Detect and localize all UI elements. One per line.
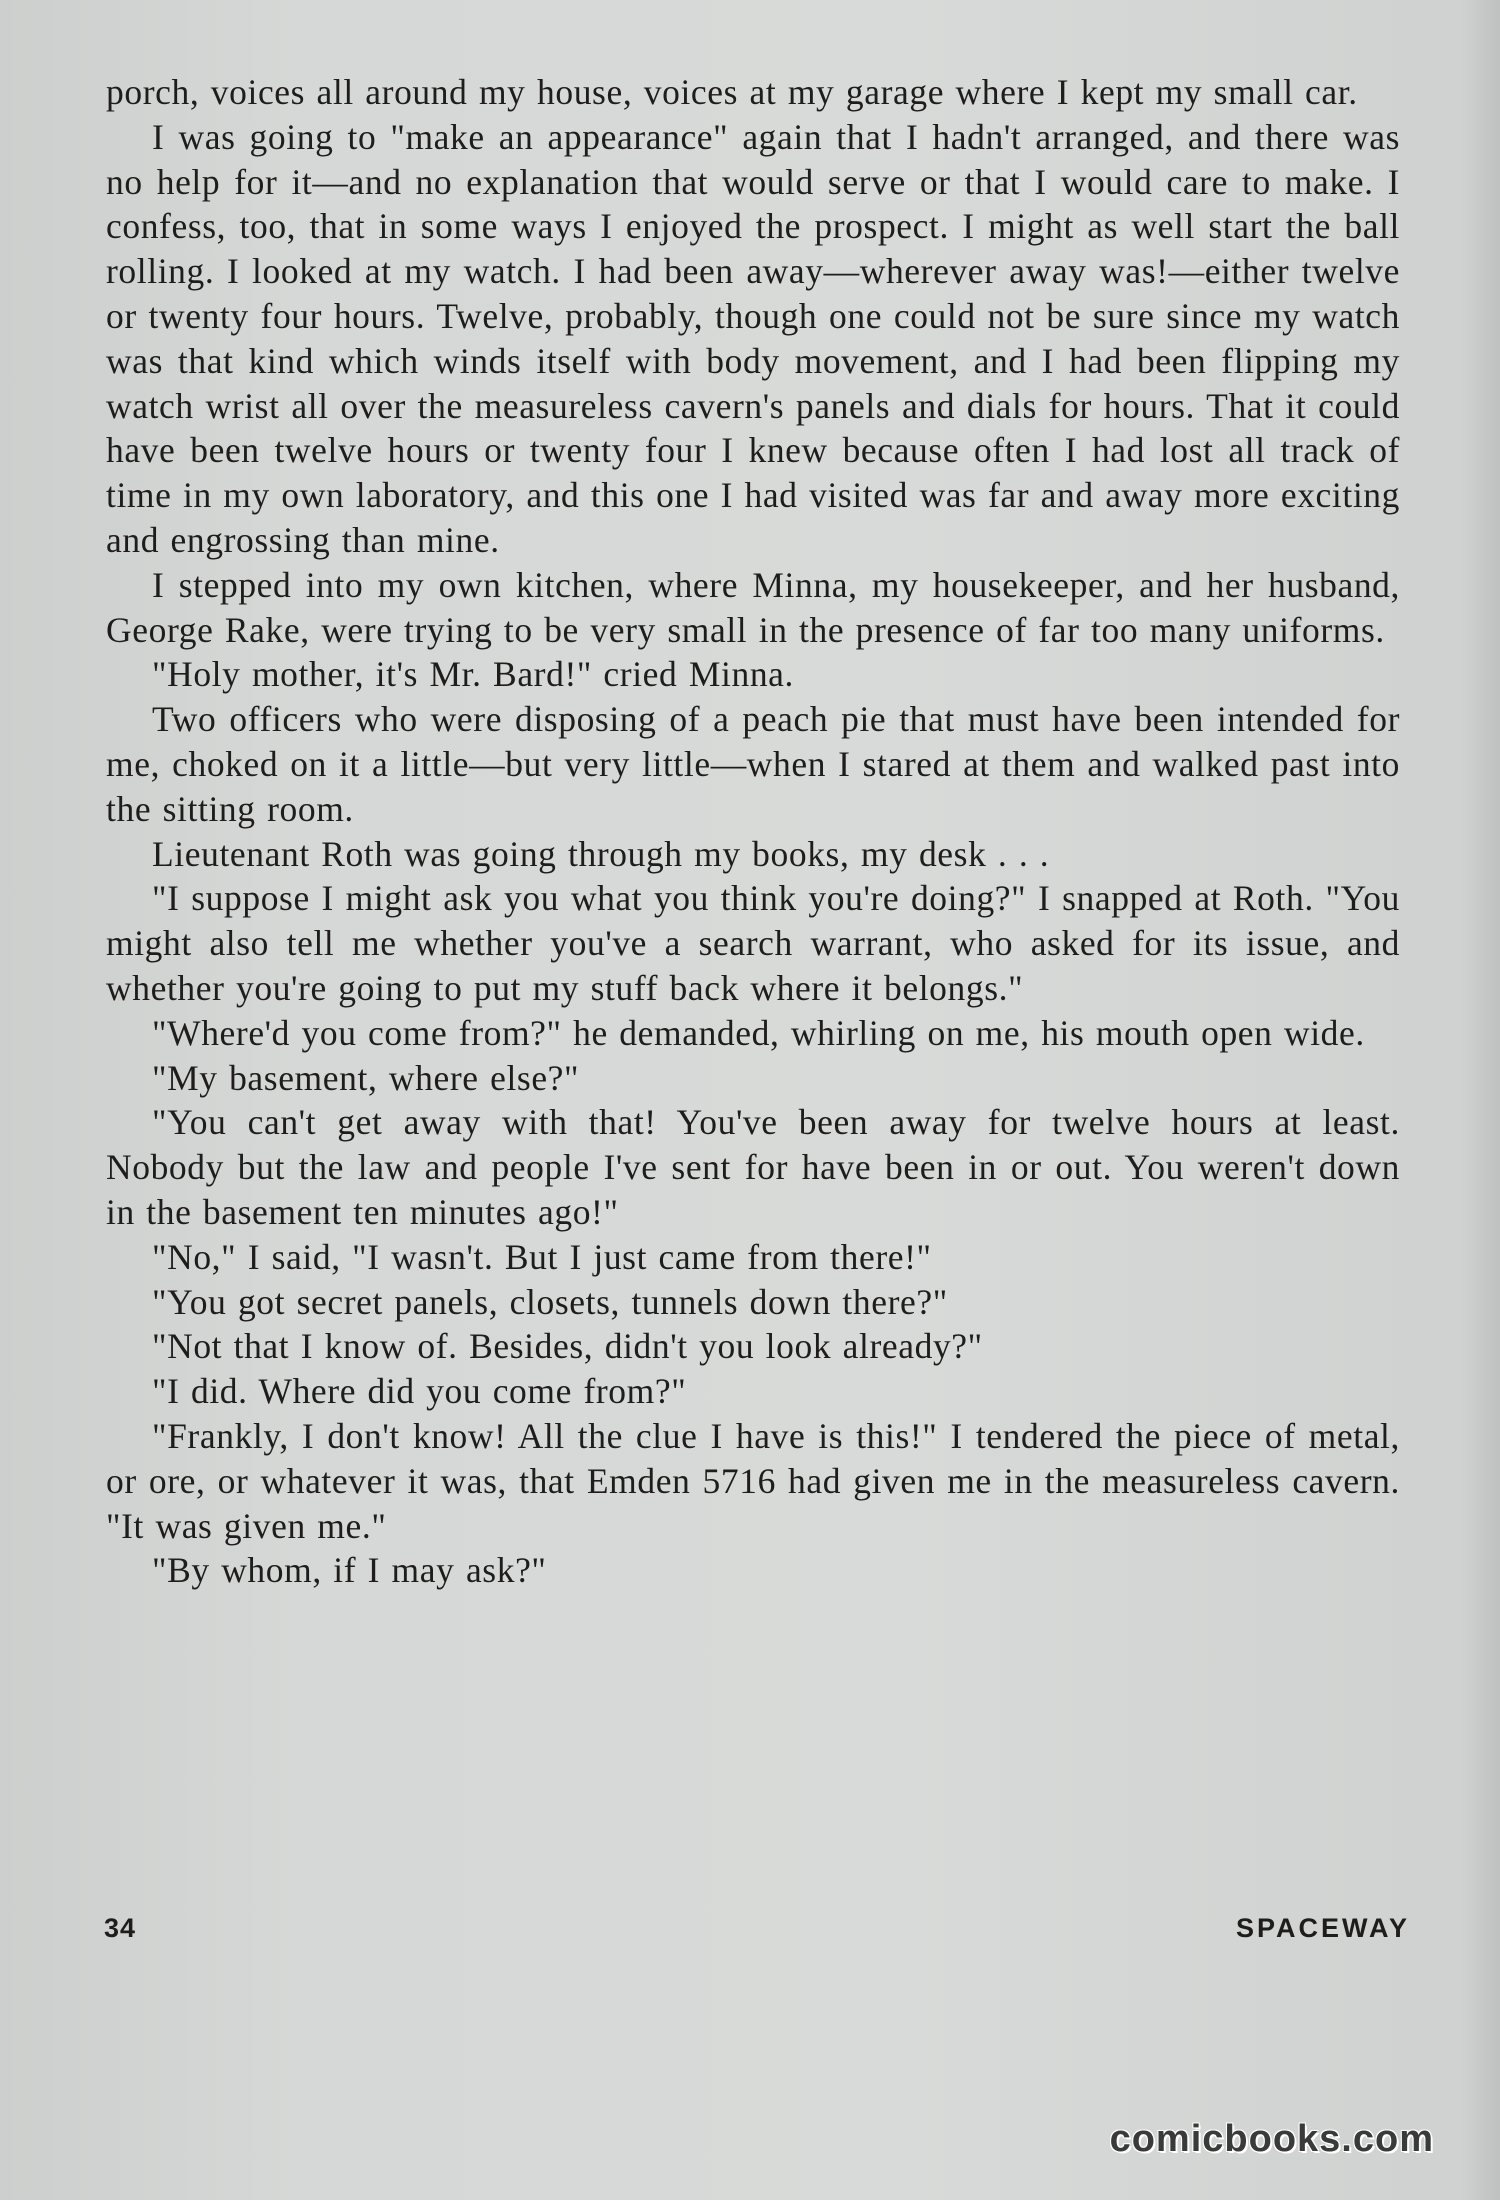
paragraph: Lieutenant Roth was going through my books, my desk . . . [152,833,1050,874]
paragraph: "No," I said, "I wasn't. But I just came from there!" [152,1236,932,1277]
paragraph: I was going to "make an appearance" again that I hadn't arranged, and there was no help for it—and no explanation that would serve or that I would care to make. I confess, too, that in some ways I enjoyed the prospect. I might as well start the ball rolling. I looked at my watch. I had been away—wherever away was!—either twelve or twenty four hours. Twelve, probably, though one could not be sure since my watch was that kind which winds itself with body movement, and I had been flipping my watch wrist all over the measureless cavern's panels and dials for hours. That it could have been twelve hours or twenty four I knew because often I had lost all track of time in my own laboratory, and this one I had visited was far and away more exciting and engrossing than mine. [106,116,1400,560]
paragraph: "My basement, where else?" [152,1057,580,1098]
page-number: 34 [104,1913,137,1943]
paragraph: "I did. Where did you come from?" [152,1371,687,1412]
paragraph: "Holy mother, it's Mr. Bard!" cried Minna. [152,654,795,695]
running-footer-title: SPACEWAY [1235,1913,1410,1943]
paragraph: "Frankly, I don't know! All the clue I have is this!" I tendered the piece of metal, or ore, or whatever it was, that Emden 5716 had given me in the measureless cavern. "It was given me." [106,1415,1400,1546]
paragraph: I stepped into my own kitchen, where Minna, my housekeeper, and her husband, George Rake, were trying to be very small in the presence of far too many uniforms. [106,564,1400,650]
paragraph: "By whom, if I may ask?" [152,1550,547,1591]
paragraph: "You can't get away with that! You've been away for twelve hours at least. Nobody but the law and people I've sent for have been in or out. You weren't down in the basement ten minutes ago!" [106,1102,1400,1232]
paragraph: "Where'd you come from?" he demanded, whirling on me, his mouth open wide. [152,1012,1365,1053]
paragraph: "Not that I know of. Besides, didn't you look already?" [152,1326,983,1367]
site-watermark: comicbooks.com [1109,2118,1434,2160]
paragraph: porch, voices all around my house, voices at my garage where I kept my small car. [106,72,1358,112]
paragraph: "You got secret panels, closets, tunnels down there?" [152,1281,948,1322]
paragraph: Two officers who were disposing of a peach pie that must have been intended for me, choked on it a little—but very little—when I stared at them and walked past into the sitting room. [106,699,1400,829]
paragraph: "I suppose I might ask you what you think you're doing?" I snapped at Roth. "You might also tell me whether you've a search warrant, who asked for its issue, and whether you're going to put my stuff back where it belongs." [106,878,1400,1008]
story-text-column [106,70,1400,1593]
page-edge-shadow [1462,0,1500,2200]
